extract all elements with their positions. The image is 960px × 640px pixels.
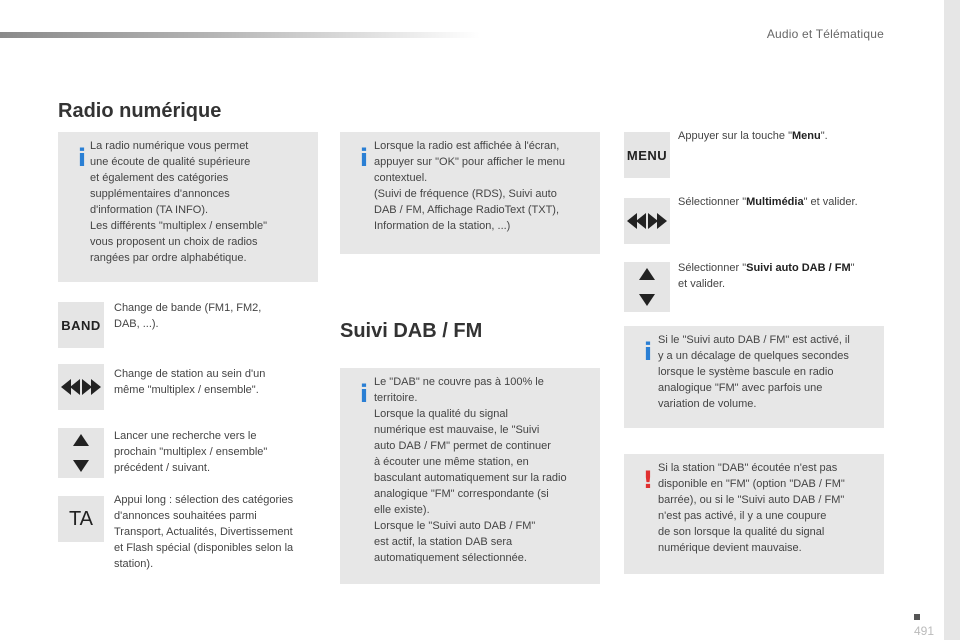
- section-label: Audio et Télématique: [766, 27, 884, 41]
- step-text: Sélectionner "Suivi auto DAB / FM" et valider.: [678, 262, 855, 290]
- info-box-dab-coverage: [340, 368, 600, 584]
- station-change-description: Change de station au sein d'un même "multiplex / ensemble".: [114, 368, 266, 396]
- ta-description: Appui long : sélection des catégories d'annonces souhaitées parmi Transport, Actualités, Divertissement et Flash spécial (disponibles selon la station).: [114, 494, 294, 570]
- step-text: Appuyer sur la touche "Menu".: [678, 130, 828, 142]
- info-box-dab-switch-delay: [624, 326, 884, 428]
- band-button-icon: BAND: [58, 302, 104, 348]
- page-number: 491: [913, 624, 934, 638]
- info-icon: i: [359, 380, 369, 408]
- info-box-ok-menu: [340, 132, 600, 254]
- band-description: Change de bande (FM1, FM2, DAB, ...).: [114, 302, 262, 330]
- section-heading-suivi: Suivi DAB / FM: [340, 320, 483, 342]
- info-icon: i: [359, 144, 369, 172]
- menu-button-icon: MENU: [624, 132, 670, 178]
- info-icon: i: [643, 338, 653, 366]
- top-gradient-bar: [0, 32, 480, 38]
- info-box-text: Lorsque la radio est affichée à l'écran, appuyer sur "OK" pour afficher le menu contextuel. (Suivi de fréquence (RDS), Suivi auto DAB / FM, Affichage RadioText (TXT), Information de la station, ...): [374, 140, 566, 232]
- page-marker: [914, 614, 920, 620]
- info-box-text: Le "DAB" ne couvre pas à 100% le territoire. Lorsque la qualité du signal numérique est mauvaise, le "Suivi auto DAB / FM" permet de continuer à écouter une même station, en basculant automatiquement sur la radio analogique "FM" correspondante (si elle existe). Lorsque le "Suivi auto DAB / FM" est actif, la station DAB sera automatiquement sélectionnée.: [374, 376, 567, 564]
- warning-box-signal-loss: [624, 454, 884, 574]
- info-box-text: La radio numérique vous permet une écoute de qualité supérieure et également des catégories supplémentaires d'annonces d'information (TA INFO). Les différents "multiplex / ensemble" vous proposent un choix de radios rangées par ordre alphabétique.: [90, 140, 267, 264]
- multiplex-search-description: Lancer une recherche vers le prochain "multiplex / ensemble" précédent / suivant.: [114, 430, 268, 474]
- warning-box-text: Si la station "DAB" écoutée n'est pas disponible en "FM" (option "DAB / FM" barrée), ou si le "Suivi auto DAB / FM" n'est pas activé, il y a une coupure de son lorsque la qualité du signal numérique devient mauvaise.: [658, 462, 845, 554]
- seek-arrows-icon: [624, 198, 670, 244]
- info-box-digital-radio: [58, 132, 318, 282]
- ta-button-icon: TA: [58, 496, 104, 542]
- page-edge-strip: [944, 0, 960, 640]
- up-down-arrows-icon: [58, 428, 104, 478]
- up-down-arrows-icon: [624, 262, 670, 312]
- info-box-text: Si le "Suivi auto DAB / FM" est activé, il y a un décalage de quelques secondes lorsque le système bascule en radio analogique "FM" avec parfois une variation de volume.: [658, 334, 850, 410]
- warning-icon: !: [642, 466, 654, 494]
- step-text: Sélectionner "Multimédia" et valider.: [678, 196, 858, 208]
- seek-arrows-icon: [58, 364, 104, 410]
- info-icon: i: [77, 144, 87, 172]
- page-title: Radio numérique: [58, 100, 222, 122]
